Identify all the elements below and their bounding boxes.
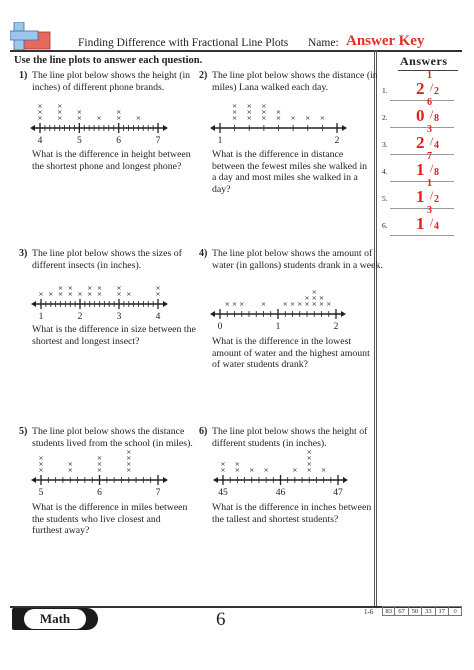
plot-x-mark: × [231, 108, 238, 116]
plot-x-mark: × [76, 108, 83, 116]
problem-5 [19, 426, 204, 536]
problem-question: What is the difference in miles between the students who live closest and furthest away? [32, 502, 188, 536]
answer-number: 5. [382, 194, 388, 203]
answer-whole: 0 [416, 106, 425, 125]
plot-x-mark: × [304, 294, 310, 302]
score-cell: 50 [409, 606, 422, 616]
plot-x-mark: × [96, 114, 102, 122]
fraction-slash: / [430, 161, 434, 175]
plot-x-mark: × [246, 102, 252, 110]
tick-label: 4 [37, 136, 43, 146]
plot-x-mark: × [292, 466, 298, 474]
plot-x-mark: × [37, 108, 43, 116]
problem-stem: The line plot below shows the distance students lived from the school (in miles). [32, 426, 193, 449]
problem-number: 4) [199, 248, 208, 259]
plot-x-mark: × [306, 454, 312, 462]
answer-whole: 1 [416, 160, 425, 179]
plot-x-mark: × [275, 114, 282, 122]
score-cell: 0 [449, 606, 462, 616]
tick-label: 46 [275, 488, 286, 498]
plot-x-mark: × [116, 290, 122, 298]
fraction-slash: / [430, 107, 434, 121]
line-plot [32, 446, 204, 496]
tick-label: 1 [217, 136, 223, 146]
tick-label: 2 [334, 136, 340, 146]
answer-whole: 1 [416, 214, 425, 233]
plot-x-mark: × [311, 294, 317, 302]
plot-x-mark: × [306, 448, 312, 456]
plot-x-mark: × [56, 108, 63, 116]
answer-row-1 [382, 70, 462, 100]
plot-x-mark: × [320, 466, 327, 474]
plot-x-mark: × [96, 460, 103, 468]
score-cell: 17 [436, 606, 449, 616]
answer-numerator: 3 [427, 124, 432, 135]
answer-denominator: 8 [434, 113, 439, 124]
problem-2 [199, 70, 384, 195]
plot-x-mark: × [306, 466, 312, 474]
plot-x-mark: × [67, 460, 73, 468]
plot-x-mark: × [135, 114, 142, 122]
answer-number: 6. [382, 221, 388, 230]
plot-x-mark: × [289, 300, 296, 308]
plot-x-mark: × [263, 466, 269, 474]
problem-4 [199, 248, 384, 370]
plot-x-mark: × [96, 466, 103, 474]
problem-number: 3) [19, 248, 28, 259]
problem-stem: The line plot below shows the sizes of different insects (in inches). [32, 248, 182, 271]
plot-x-mark: × [48, 290, 54, 298]
axis-arrow-right [341, 311, 346, 317]
plot-x-mark: × [67, 466, 73, 474]
axis-arrow-left [30, 125, 35, 131]
axis-arrow-left [210, 125, 215, 131]
answer-denominator: 2 [434, 86, 439, 97]
line-plot [212, 280, 384, 330]
plot-x-mark: × [76, 114, 83, 122]
answer-denominator: 4 [434, 221, 439, 232]
plot-x-mark: × [115, 108, 122, 116]
plot-x-mark: × [37, 114, 43, 122]
subject-label: Math [24, 609, 86, 629]
page-number: 6 [216, 609, 226, 630]
plot-x-mark: × [282, 300, 288, 308]
plot-x-mark: × [126, 290, 132, 298]
axis-arrow-left [213, 477, 218, 483]
plot-x-mark: × [297, 300, 303, 308]
tick-label: 2 [77, 312, 83, 322]
tick-label: 4 [155, 312, 161, 322]
plot-x-mark: × [318, 300, 325, 308]
score-table [382, 606, 462, 616]
problem-stem: The line plot below shows the height (in inches) of different phone brands. [32, 70, 191, 93]
plot-x-mark: × [126, 466, 132, 474]
problem-question: What is the difference in size between the shortest and longest insect? [32, 324, 196, 347]
plot-x-mark: × [57, 284, 64, 292]
plot-x-mark: × [155, 290, 161, 298]
plot-x-mark: × [249, 466, 255, 474]
problem-stem: The line plot below shows the height of different students (in inches). [212, 426, 368, 449]
fraction-slash: / [430, 134, 434, 148]
plot-x-mark: × [126, 454, 132, 462]
answer-numerator: 1 [427, 70, 432, 81]
plot-x-mark: × [326, 300, 332, 308]
plot-x-mark: × [56, 102, 63, 110]
score-cell: 33 [422, 606, 435, 616]
answer-number: 2. [382, 113, 388, 122]
plot-x-mark: × [231, 102, 238, 110]
answer-denominator: 8 [434, 167, 439, 178]
plot-x-mark: × [318, 294, 325, 302]
plot-x-mark: × [319, 114, 326, 122]
problem-number: 1) [19, 70, 28, 81]
plot-x-mark: × [306, 460, 312, 468]
plot-x-mark: × [246, 108, 252, 116]
worksheet-title: Finding Difference with Fractional Line Plots [78, 37, 289, 49]
answer-key-label: Answer Key [346, 33, 425, 49]
tick-label: 7 [155, 136, 161, 146]
problem-1 [19, 70, 204, 172]
plot-x-mark: × [311, 300, 317, 308]
math-logo [10, 22, 52, 50]
tick-label: 5 [76, 136, 82, 146]
tick-label: 1 [38, 312, 44, 322]
axis-arrow-left [210, 311, 215, 317]
tick-label: 45 [218, 488, 228, 498]
axis-arrow-left [31, 301, 36, 307]
axis-arrow-right [163, 477, 168, 483]
problem-number: 5) [19, 426, 28, 437]
fraction-slash: / [430, 215, 434, 229]
plot-x-mark: × [239, 300, 245, 308]
plot-x-mark: × [115, 114, 122, 122]
fraction-slash: / [430, 188, 434, 202]
problem-question: What is the difference in distance between the fewest miles she walked in a day and most miles she walked in a day? [212, 149, 368, 195]
answer-numerator: 7 [427, 151, 432, 162]
plot-x-mark: × [126, 448, 132, 456]
plot-x-mark: × [126, 460, 132, 468]
answer-whole: 1 [416, 187, 425, 206]
answer-line [390, 235, 454, 236]
plot-x-mark: × [220, 460, 226, 468]
axis-arrow-right [343, 477, 348, 483]
fraction-slash: / [430, 80, 434, 94]
answer-numerator: 3 [427, 205, 432, 216]
plot-x-mark: × [304, 300, 310, 308]
line-plot [32, 94, 204, 144]
line-plot [32, 270, 204, 320]
plot-x-mark: × [224, 300, 230, 308]
tick-label: 2 [333, 322, 339, 332]
problem-question: What is the difference in height between the shortest phone and longest phone? [32, 149, 191, 172]
axis-arrow-right [342, 125, 347, 131]
plot-x-mark: × [37, 102, 43, 110]
answer-whole: 2 [416, 133, 425, 152]
plot-x-mark: × [311, 288, 317, 296]
plot-x-mark: × [67, 284, 73, 292]
name-label: Name: [308, 37, 339, 49]
tick-label: 5 [38, 488, 44, 498]
plot-x-mark: × [231, 114, 238, 122]
plot-x-mark: × [38, 454, 44, 462]
plot-x-mark: × [261, 108, 267, 116]
tick-label: 6 [116, 136, 122, 146]
tick-label: 0 [217, 322, 223, 332]
plot-x-mark: × [77, 290, 83, 298]
problem-6 [199, 426, 384, 525]
tick-label: 47 [333, 488, 343, 498]
plot-x-mark: × [261, 102, 267, 110]
answer-number: 1. [382, 86, 388, 95]
problem-stem: The line plot below shows the distance (in miles) Lana walked each day. [212, 70, 378, 93]
plot-x-mark: × [96, 454, 103, 462]
plot-x-mark: × [231, 300, 238, 308]
problem-question: What is the difference in the lowest amount of water and the highest amount of water students drank? [212, 336, 370, 370]
plot-x-mark: × [305, 114, 311, 122]
plot-x-mark: × [87, 284, 93, 292]
answer-denominator: 2 [434, 194, 439, 205]
plot-x-mark: × [234, 466, 241, 474]
answer-numerator: 1 [427, 178, 432, 189]
plot-x-mark: × [116, 284, 122, 292]
plot-x-mark: × [220, 466, 226, 474]
answer-whole: 2 [416, 79, 425, 98]
plot-x-mark: × [57, 290, 64, 298]
axis-arrow-right [163, 125, 168, 131]
line-plot [212, 446, 384, 496]
problem-number: 6) [199, 426, 208, 437]
plot-x-mark: × [275, 108, 282, 116]
plot-x-mark: × [56, 114, 63, 122]
score-cell: 67 [395, 606, 408, 616]
answer-row-4 [382, 151, 462, 181]
answers-title: Answers [400, 54, 448, 68]
plot-x-mark: × [260, 300, 267, 308]
plot-x-mark: × [246, 114, 252, 122]
problem-3 [19, 248, 204, 347]
plot-x-mark: × [87, 290, 93, 298]
plot-x-mark: × [261, 114, 267, 122]
plot-x-mark: × [38, 466, 44, 474]
problem-stem: The line plot below shows the amount of water (in gallons) students drank in a week. [212, 248, 383, 271]
answer-number: 3. [382, 140, 388, 149]
subject-badge [12, 608, 98, 630]
score-cell: 83 [382, 606, 395, 616]
problem-number: 2) [199, 70, 208, 81]
line-plot [212, 94, 384, 144]
answer-numerator: 6 [427, 97, 432, 108]
plot-x-mark: × [234, 460, 241, 468]
answer-row-2 [382, 97, 462, 127]
problem-question: What is the difference in inches between the tallest and shortest students? [212, 502, 372, 525]
plot-x-mark: × [96, 284, 103, 292]
plot-x-mark: × [67, 290, 73, 298]
score-range-label: 1-6 [364, 608, 374, 616]
axis-arrow-right [163, 301, 168, 307]
answer-number: 4. [382, 167, 388, 176]
plot-x-mark: × [38, 460, 44, 468]
plot-x-mark: × [290, 114, 296, 122]
tick-label: 6 [97, 488, 102, 498]
answer-row-6 [382, 205, 462, 235]
answer-row-5 [382, 178, 462, 208]
plot-x-mark: × [155, 284, 161, 292]
tick-label: 3 [116, 312, 122, 322]
instructions: Use the line plots to answer each question. [14, 55, 203, 66]
header-divider [10, 50, 462, 52]
axis-arrow-left [31, 477, 36, 483]
plot-x-mark: × [38, 290, 44, 298]
tick-label: 7 [155, 488, 161, 498]
plot-x-mark: × [96, 290, 103, 298]
tick-label: 1 [275, 322, 281, 332]
answer-row-3 [382, 124, 462, 154]
answer-denominator: 4 [434, 140, 439, 151]
